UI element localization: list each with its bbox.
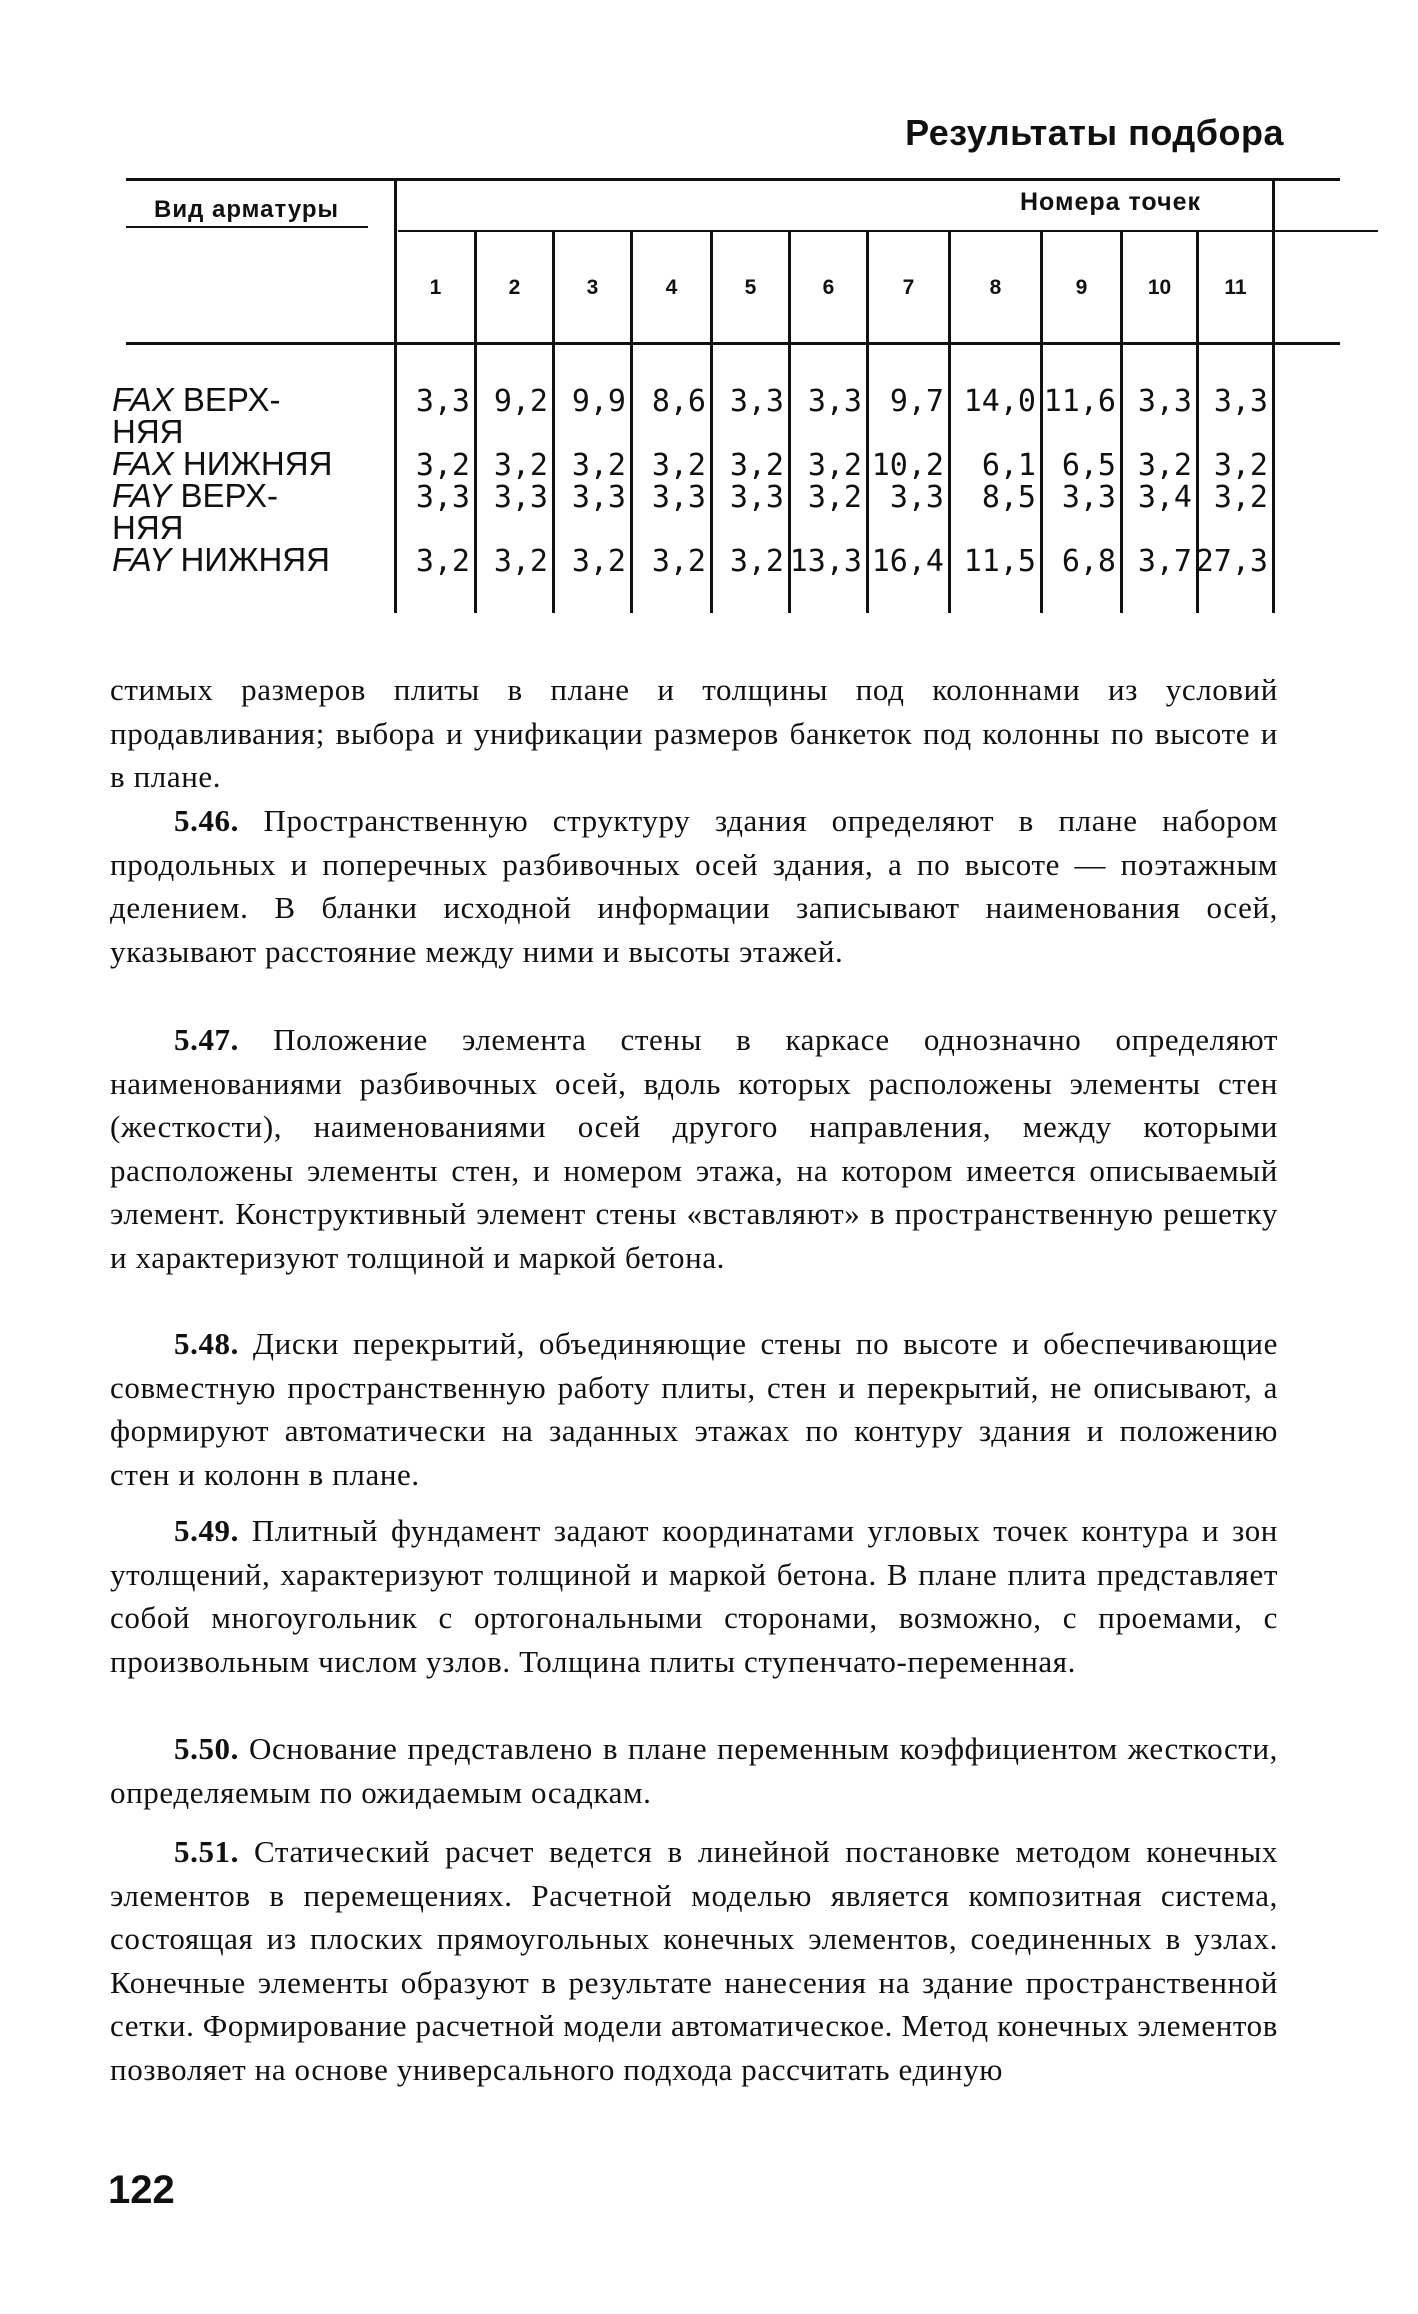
table-cell: 9,7 — [889, 384, 944, 419]
table-cell: 6,5 — [1061, 448, 1116, 483]
paragraph-text: Пространственную структуру здания определяют в плане набором продольных и поперечных разбивочных осей здания, а по высоте — поэтажным делением. В бланки исходной информации записывают наименования осей, указывают расстояние между ними и высоты этажей. — [110, 803, 1278, 969]
table-cell: 27,3 — [1195, 544, 1268, 579]
table-cell: 3,3 — [1137, 384, 1192, 419]
paragraph-number: 5.47. — [174, 1022, 239, 1057]
header-points: Номера точек — [1020, 188, 1202, 216]
table-cell: 13,3 — [789, 544, 862, 579]
table-cell: 3,2 — [807, 480, 862, 515]
row-label-code: FAY — [112, 477, 172, 514]
points-underline — [398, 230, 1378, 232]
column-number: 4 — [665, 276, 678, 299]
paragraph-5-48 — [110, 1322, 1278, 1496]
paragraph-number: 5.46. — [174, 803, 239, 838]
table-cell: 3,3 — [651, 480, 706, 515]
col-sep-right — [1272, 342, 1275, 613]
row-label-text: НИЖНЯЯ — [182, 445, 333, 482]
table-cell: 3,3 — [1061, 480, 1116, 515]
paragraph-5-51 — [110, 1830, 1278, 2091]
row-label — [112, 445, 392, 482]
table-cell: 10,2 — [871, 448, 944, 483]
paragraph-number: 5.51. — [174, 1834, 239, 1869]
table-cell: 3,3 — [729, 480, 784, 515]
header-right-rule — [1272, 178, 1275, 342]
table-cell: 3,2 — [415, 448, 470, 483]
table-cell: 3,4 — [1137, 480, 1192, 515]
table-title: Результаты подбора — [905, 112, 1284, 153]
table-cell: 3,2 — [1213, 480, 1268, 515]
row-label-text: НЯЯ — [112, 413, 184, 450]
table-cell: 3,2 — [571, 448, 626, 483]
table-cell: 9,9 — [571, 384, 626, 419]
paragraph-text: Положение элемента стены в каркасе однозначно определяют наименованиями разбивочных осей, вдоль которых расположены элементы стен (жесткости), наименованиями осей другого направления, между которыми расположены элементы стен, и номером этажа, на котором имеется описываемый элемент. Конструктивный элемент стены «вставляют» в пространственную решетку и характеризуют толщиной и маркой бетона. — [110, 1022, 1278, 1275]
paragraph-number: 5.48. — [174, 1326, 239, 1361]
column-number: 1 — [429, 276, 442, 299]
paragraph-5-50 — [110, 1727, 1278, 1814]
table-cell: 11,5 — [963, 544, 1036, 579]
column-number: 7 — [902, 276, 915, 299]
table-cell: 3,3 — [571, 480, 626, 515]
table-cell: 9,2 — [493, 384, 548, 419]
column-number: 9 — [1075, 276, 1088, 299]
paragraph-5-47 — [110, 1018, 1278, 1279]
row-label-text: ВЕРХ- — [180, 477, 279, 514]
column-number: 2 — [508, 276, 521, 299]
table-cell: 3,2 — [651, 448, 706, 483]
column-number: 8 — [989, 276, 1002, 299]
table-cell: 3,3 — [1213, 384, 1268, 419]
table-cell: 14,0 — [963, 384, 1036, 419]
column-number: 5 — [744, 276, 757, 299]
table-cell: 3,2 — [807, 448, 862, 483]
paragraph-number: 5.49. — [174, 1513, 239, 1548]
table-cell: 11,6 — [1043, 384, 1116, 419]
table-cell: 3,3 — [889, 480, 944, 515]
results-table — [110, 170, 1340, 615]
table-cell: 3,3 — [415, 384, 470, 419]
paragraph-5-49 — [110, 1509, 1278, 1683]
row-label-code: FAY — [112, 541, 172, 578]
column-number: 6 — [822, 276, 835, 299]
paragraph-text: Статический расчет ведется в линейной постановке методом конечных элементов в перемещениях. Расчетной моделью является композитная система, состоящая из плоских прямоугольных конечных элементов, соединенных в узлах. Конечные элементы образуют в результате нанесения на здание пространственной сетки. Формирование расчетной модели автоматическое. Метод конечных элементов позволяет на основе универсального подхода рассчитать единую — [110, 1834, 1278, 2087]
column-number: 3 — [586, 276, 599, 299]
row-label-text: НЯЯ — [112, 509, 184, 546]
header-kind: Вид арматуры — [154, 196, 340, 223]
row-label-text: ВЕРХ- — [182, 381, 281, 418]
header-underline — [126, 226, 368, 228]
table-top-rule — [126, 178, 1340, 181]
row-label — [112, 381, 392, 450]
paragraph — [110, 668, 1278, 799]
table-cell: 6,1 — [981, 448, 1036, 483]
column-number: 11 — [1224, 276, 1247, 299]
table-cell: 8,5 — [981, 480, 1036, 515]
table-cell: 3,2 — [493, 544, 548, 579]
table-cell: 16,4 — [871, 544, 944, 579]
paragraph-5-46 — [110, 799, 1278, 973]
paragraph-number: 5.50. — [174, 1731, 239, 1766]
table-cell: 3,2 — [729, 448, 784, 483]
table-cell: 3,2 — [415, 544, 470, 579]
paragraph-text: Плитный фундамент задают координатами угловых точек контура и зон утолщений, характеризуют толщиной и маркой бетона. В плане плита представляет собой многоугольник с ортогональными сторонами, возможно, с проемами, с произвольным числом узлов. Толщина плиты ступенчато-переменная. — [110, 1513, 1278, 1679]
table-cell: 3,2 — [729, 544, 784, 579]
row-label — [112, 541, 392, 578]
paragraph-text: стимых размеров плиты в плане и толщины под колоннами из условий продавливания; выбора и унификации размеров банкеток под колонны по высоте и в плане. — [110, 672, 1278, 794]
table-cell: 3,3 — [493, 480, 548, 515]
table-cell: 6,8 — [1061, 544, 1116, 579]
table-cell: 3,2 — [493, 448, 548, 483]
row-label-text: НИЖНЯЯ — [180, 541, 330, 578]
table-cell: 3,7 — [1137, 544, 1192, 579]
row-label — [112, 477, 392, 546]
table-cell: 3,2 — [571, 544, 626, 579]
paragraph-text: Диски перекрытий, объединяющие стены по высоте и обеспечивающие совместную пространственную работу плиты, стен и перекрытий, не описывают, а формируют автоматически на заданных этажах по контуру здания и положению стен и колонн в плане. — [110, 1326, 1278, 1492]
paragraph-text: Основание представлено в плане переменным коэффициентом жесткости, определяемым по ожидаемым осадкам. — [110, 1731, 1278, 1810]
header-bottom-rule — [126, 342, 1340, 345]
table-cell: 3,2 — [1213, 448, 1268, 483]
column-number: 10 — [1147, 276, 1172, 299]
table-cell: 3,3 — [807, 384, 862, 419]
row-label-code: FAX — [112, 445, 174, 482]
table-cell: 3,3 — [729, 384, 784, 419]
row-label-code: FAX — [112, 381, 174, 418]
table-cell: 3,2 — [1137, 448, 1192, 483]
page-number: 122 — [108, 2168, 175, 2212]
table-cell: 3,2 — [651, 544, 706, 579]
table-cell: 8,6 — [651, 384, 706, 419]
table-cell: 3,3 — [415, 480, 470, 515]
